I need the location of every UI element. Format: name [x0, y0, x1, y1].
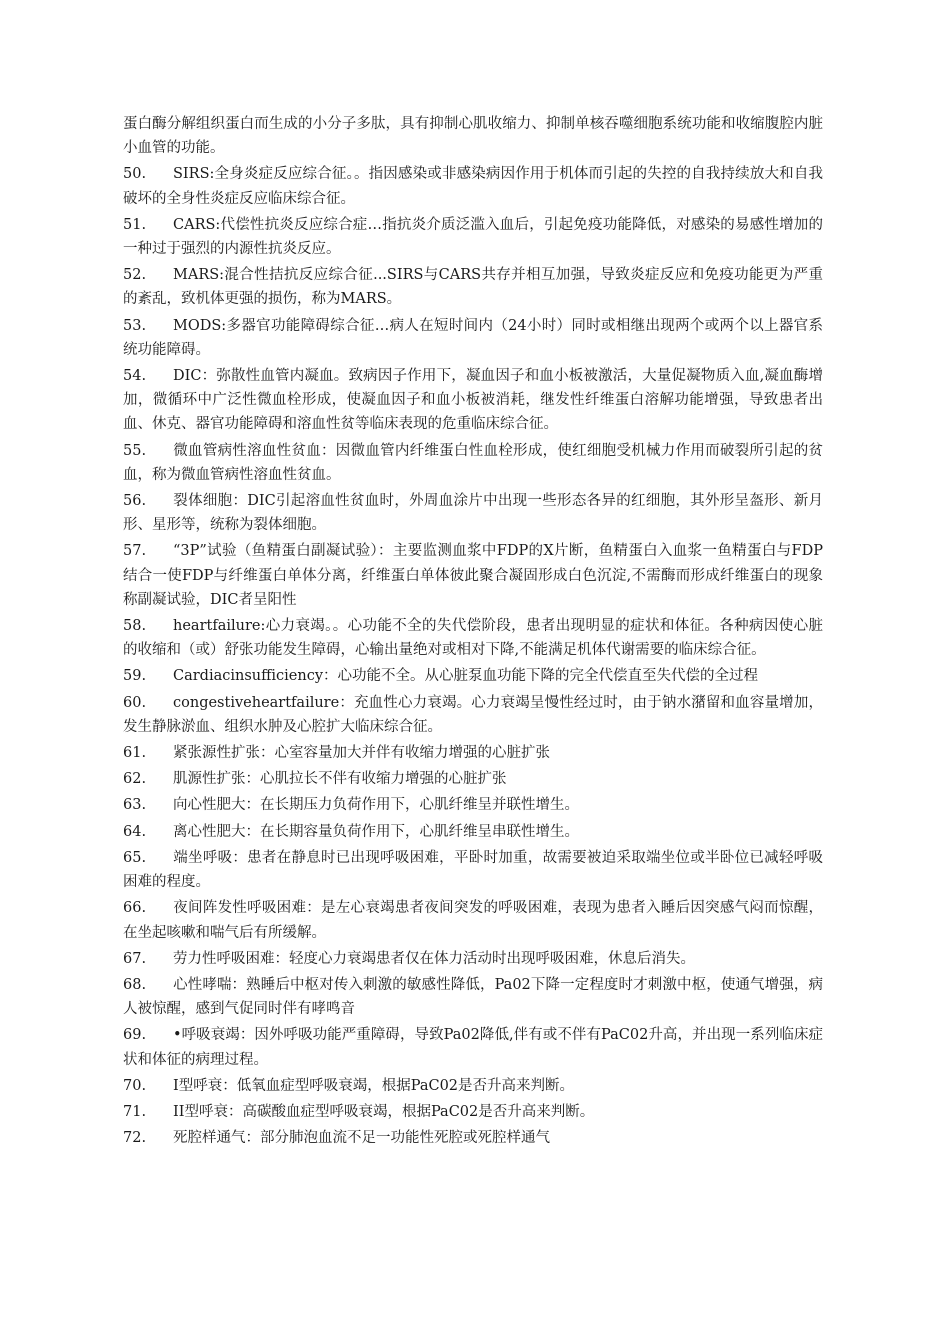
- item-text: congestiveheartfailure：充血性心力衰竭。心力衰竭呈慢性经过时，由于钠水潴留和血容量增加，发生静脉淤血、组织水肿及心腔扩大临床综合征。: [123, 694, 823, 735]
- list-item: [123, 539, 823, 612]
- list-item: [123, 213, 823, 261]
- item-text: CARS:代偿性抗炎反应综合症…指抗炎介质泛滥入血后，引起免疫功能降低，对感染的易感性增加的一种过于强烈的内源性抗炎反应。: [123, 216, 823, 258]
- item-number: 62.: [123, 771, 147, 788]
- item-text: heartfailure:心力衰竭。。心功能不全的失代偿阶段，患者出现明显的症状和体征。各种病因使心脏的收缩和（或）舒张功能发生障碍，心输出量绝对或相对下降,不能满足机体代谢需要的临床综合征。: [123, 618, 823, 659]
- item-number: 61.: [123, 745, 147, 762]
- list-item: [123, 439, 823, 487]
- item-text: MARS:混合性拮抗反应综合征...SIRS与CARS共存并相互加强，导致炎症反应和免疫功能更为严重的紊乱，致机体更强的损伤，称为MARS。: [123, 267, 823, 308]
- item-text: 死腔样通气：部分肺泡血流不足一功能性死腔或死腔样通气: [173, 1130, 550, 1147]
- item-number: 65.: [123, 849, 147, 866]
- list-item: [123, 973, 823, 1021]
- item-text: II型呼衰：高碳酸血症型呼吸衰竭，根据PaC02是否升高来判断。: [173, 1103, 595, 1120]
- item-text: 肌源性扩张：心肌拉长不伴有收缩力增强的心脏扩张: [173, 771, 507, 788]
- document-body: [123, 112, 823, 1152]
- item-text: 向心性肥大：在长期压力负荷作用下，心肌纤维呈并联性增生。: [173, 797, 579, 814]
- item-number: 53.: [123, 317, 147, 334]
- item-number: 51.: [123, 216, 147, 233]
- item-text: MODS:多器官功能障碍综合征…病人在短时间内（24小时）同时或相继出现两个或两个以上器官系统功能障碍。: [123, 317, 823, 358]
- item-number: 67.: [123, 950, 147, 967]
- item-text: •呼吸衰竭：因外呼吸功能严重障碍，导致Pa02降低,伴有或不伴有PaC02升高，并出现一系列临床症状和体征的病理过程。: [123, 1027, 823, 1068]
- list-item: [123, 489, 823, 537]
- item-number: 55.: [123, 442, 147, 459]
- list-item: [123, 846, 823, 894]
- item-number: 69.: [123, 1027, 147, 1044]
- item-text: 劳力性呼吸困难：轻度心力衰竭患者仅在体力活动时出现呼吸困难，休息后消失。: [173, 950, 695, 967]
- item-number: 66.: [123, 900, 147, 917]
- list-item: [123, 691, 823, 739]
- list-item: [123, 1100, 823, 1124]
- item-text: Cardiacinsufficiency：心功能不全。从心脏泵血功能下降的完全代偿直至失代偿的全过程: [173, 668, 759, 685]
- list-item: [123, 112, 823, 160]
- item-number: 63.: [123, 797, 147, 814]
- list-item: [123, 614, 823, 662]
- list-item: [123, 820, 823, 844]
- list-item: [123, 314, 823, 362]
- item-text: 夜间阵发性呼吸困难：是左心衰竭患者夜间突发的呼吸困难，表现为患者入睡后因突感气闷而惊醒，在坐起咳嗽和喘气后有所缓解。: [123, 900, 823, 941]
- list-item: [123, 263, 823, 311]
- list-item: [123, 1023, 823, 1071]
- item-number: 58.: [123, 618, 147, 635]
- item-text: 裂体细胞：DIC引起溶血性贫血时，外周血涂片中出现一些形态各异的红细胞，其外形呈盔形、新月形、星形等，统称为裂体细胞。: [123, 493, 823, 534]
- list-item: [123, 1126, 823, 1150]
- item-text: 紧张源性扩张：心室容量加大并伴有收缩力增强的心脏扩张: [173, 745, 550, 762]
- item-number: 60.: [123, 694, 147, 711]
- list-item: [123, 947, 823, 971]
- item-text: 离心性肥大：在长期容量负荷作用下，心肌纤维呈串联性增生。: [173, 823, 579, 840]
- item-text: 蛋白酶分解组织蛋白而生成的小分子多肽，具有抑制心肌收缩力、抑制单核吞噬细胞系统功能和收缩腹腔内脏小血管的功能。: [123, 116, 823, 157]
- item-number: 72.: [123, 1130, 147, 1147]
- item-text: 微血管病性溶血性贫血：因微血管内纤维蛋白性血栓形成，使红细胞受机械力作用而破裂所引起的贫血，称为微血管病性溶血性贫血。: [123, 442, 823, 483]
- list-item: [123, 162, 823, 210]
- item-number: 59.: [123, 668, 147, 685]
- list-item: [123, 793, 823, 817]
- item-text: SIRS:全身炎症反应综合征。。指因感染或非感染病因作用于机体而引起的失控的自我持续放大和自我破坏的全身性炎症反应临床综合征。: [123, 166, 823, 207]
- list-item: [123, 364, 823, 437]
- list-item: [123, 741, 823, 765]
- list-item: [123, 896, 823, 944]
- item-text: I型呼衰：低氧血症型呼吸衰竭，根据PaC02是否升高来判断。: [173, 1077, 575, 1094]
- item-number: 71.: [123, 1103, 147, 1120]
- item-number: 68.: [123, 976, 147, 993]
- item-number: 50.: [123, 166, 147, 183]
- item-number: 56.: [123, 493, 147, 510]
- item-number: 52.: [123, 267, 147, 284]
- list-item: [123, 767, 823, 791]
- item-text: “3P”试验（鱼精蛋白副凝试验）：主要监测血浆中FDP的X片断，鱼精蛋白入血浆一鱼精蛋白与FDP结合一使FDP与纤维蛋白单体分离，纤维蛋白单体彼此聚合凝固形成白色沉淀,不需酶而形成纤维蛋白的现象称副凝试验，DIC者呈阳性: [123, 543, 823, 608]
- list-item: [123, 664, 823, 688]
- item-number: 57.: [123, 543, 147, 560]
- item-number: 64.: [123, 823, 147, 840]
- list-item: [123, 1074, 823, 1098]
- item-text: 端坐呼吸：患者在静息时已出现呼吸困难，平卧时加重，故需要被迫采取端坐位或半卧位已减轻呼吸困难的程度。: [123, 849, 823, 891]
- item-text: DIC：弥散性血管内凝血。致病因子作用下，凝血因子和血小板被激活，大量促凝物质入血,凝血酶增加，微循环中广泛性微血栓形成，使凝血因子和血小板被消耗，继发性纤维蛋白溶解功能增强，导致患者出血、休克、器官功能障碍和溶血性贫等临床表现的危重临床综合征。: [123, 368, 823, 433]
- item-number: 54.: [123, 368, 147, 385]
- item-text: 心性哮喘：熟睡后中枢对传入刺激的敏感性降低，Pa02下降一定程度时才刺激中枢，使通气增强，病人被惊醒，感到气促同时伴有哮鸣音: [123, 976, 823, 1018]
- item-number: 70.: [123, 1077, 147, 1094]
